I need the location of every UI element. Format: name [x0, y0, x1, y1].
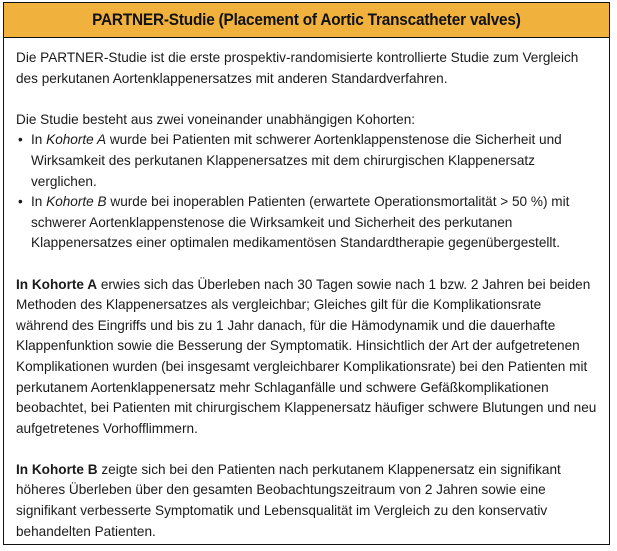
cohort-list	[16, 130, 597, 254]
box-title: PARTNER-Studie (Placement of Aortic Transcatheter valves)	[92, 10, 521, 29]
cohort-name: Kohorte B	[46, 194, 107, 210]
list-item-cohort-a	[16, 130, 597, 192]
box-content	[4, 38, 609, 542]
info-box	[3, 2, 610, 545]
result-a-paragraph	[16, 275, 597, 440]
cohorts-intro: Die Studie besteht aus zwei voneinander unabhängigen Kohorten:	[16, 111, 416, 127]
spacer	[16, 254, 597, 275]
spacer	[16, 439, 597, 460]
cohort-name: Kohorte A	[46, 132, 107, 148]
spacer	[16, 89, 597, 110]
intro-paragraph: Die PARTNER-Studie ist die erste prospektiv-randomisierte kontrollierte Studie zum Vergleich des perkutanen Aortenklappenersatzes mit anderen Standardverfahren.	[16, 50, 579, 86]
list-item-cohort-b	[16, 192, 597, 254]
result-b-paragraph	[16, 460, 597, 542]
box-header	[4, 3, 609, 38]
result-a-text: erwies sich das Überleben nach 30 Tagen sowie nach 1 bzw. 2 Jahren bei beiden Methoden des Klappenersatzes als vergleichbar; Gleiches gilt für die Komplikationsrate während des Eingriffs und bis zu 1 Jahr danach, für die Hämodynamik und die dauerhafte Klappenfunktion sowie die Besserung der Symptomatik. Hinsichtlich der Art der aufgetretenen Komplikationen wurden (bei insgesamt vergleichbarer Komplikationsrate) bei den Patienten mit perkutanem Aortenklappenersatz mehr Schlaganfälle und schwere Gefäßkomplikationen beobachtet, bei Patienten mit chirurgischem Klappenersatz häufiger schwere Blutungen und neu aufgetretenes Vorhofflimmern.	[16, 276, 597, 436]
result-b-text: zeigte sich bei den Patienten nach perkutanem Klappenersatz ein signifikant höheres Überleben über den gesamten Beobachtungszeitraum von 2 Jahren sowie eine signifikant verbesserte Symptomatik und Lebensqualität im Vergleich zu den konservativ behandelten Patienten.	[16, 461, 561, 539]
bullet-text: wurde bei inoperablen Patienten (erwartete Operationsmortalität > 50 %) mit schwerer Aortenklappenstenose die Wirksamkeit und Sicherheit des perkutanen Klappenersatzes einer optimalen medikamentösen Standardtherapie gegenübergestellt.	[31, 194, 570, 251]
bullet-prefix: In	[31, 132, 47, 148]
bullet-text: wurde bei Patienten mit schwerer Aortenklappenstenose die Sicherheit und Wirksamkeit des perkutanen Klappenersatzes mit dem chirurgischen Klappenersatz verglichen.	[31, 132, 562, 189]
result-b-lead: In Kohorte B	[16, 461, 98, 477]
bullet-prefix: In	[31, 194, 47, 210]
result-a-lead: In Kohorte A	[16, 276, 98, 292]
